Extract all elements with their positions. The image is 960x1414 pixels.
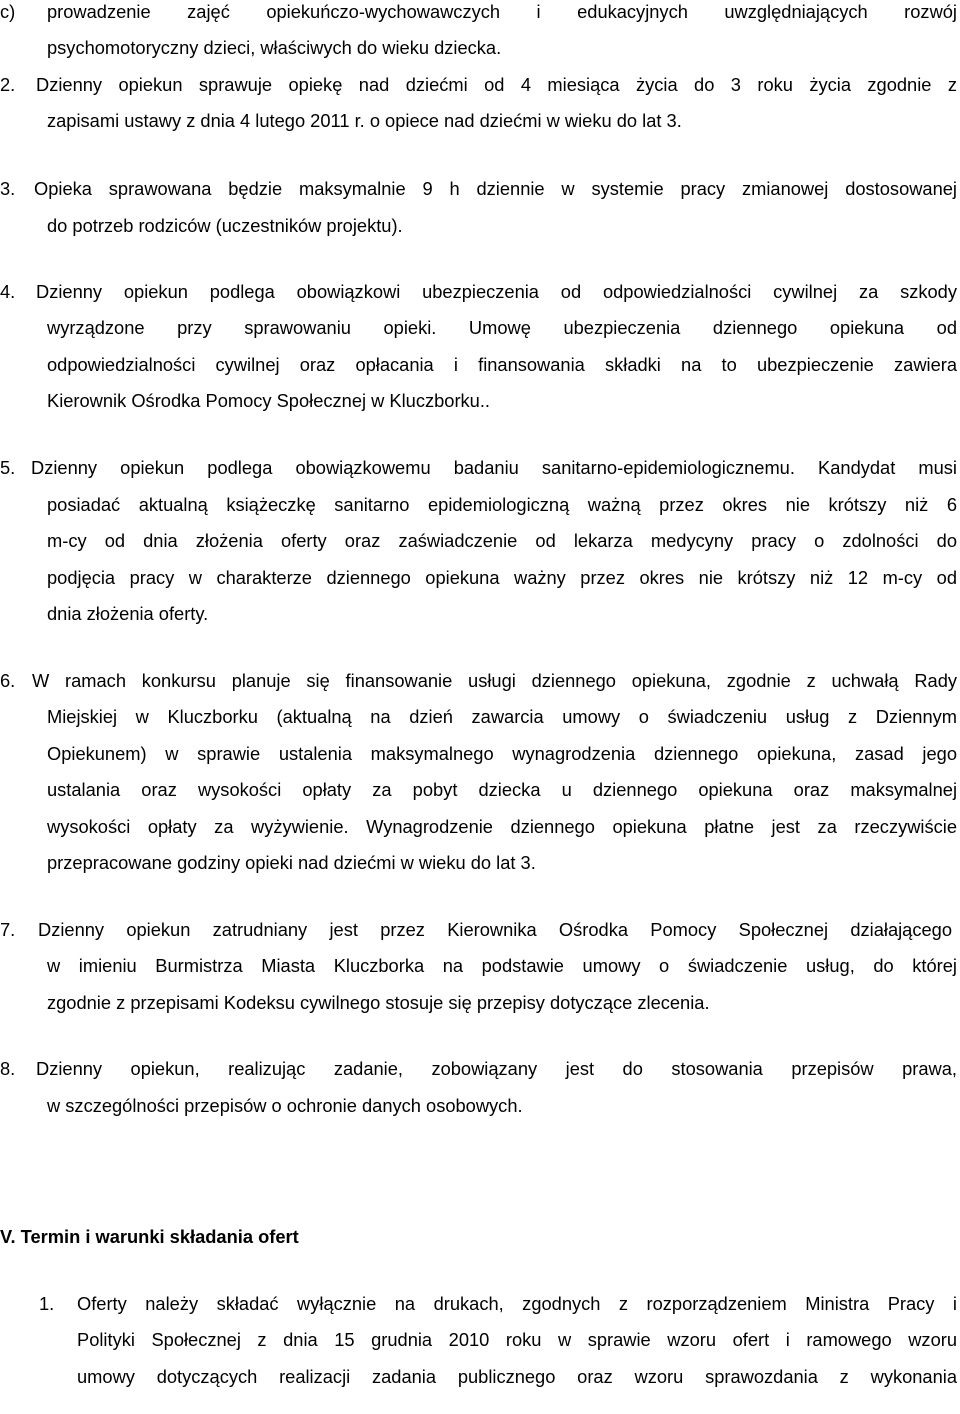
item-number: 1. — [39, 1293, 55, 1314]
paragraph-line: Miejskiej w Kluczborku (aktualną na dzień zawarcia umowy o świadczeniu usług z Dziennym — [47, 706, 957, 727]
paragraph-line: Kierownik Ośrodka Pomocy Społecznej w Kluczborku.. — [47, 390, 490, 411]
item-number: 4. — [0, 281, 16, 302]
paragraph-line: odpowiedzialności cywilnej oraz opłacania i finansowania składki na to ubezpieczenie zawiera — [47, 354, 957, 375]
paragraph-line: Opieka sprawowana będzie maksymalnie 9 h dziennie w systemie pracy zmianowej dostosowanej — [34, 178, 957, 199]
paragraph-line: posiadać aktualną książeczkę sanitarno epidemiologiczną ważną przez okres nie krótszy niż 6 — [47, 494, 957, 515]
item-marker: c) — [0, 1, 16, 22]
paragraph-line: dnia złożenia oferty. — [47, 603, 209, 624]
paragraph-line: wysokości opłaty za wyżywienie. Wynagrodzenie dziennego opiekuna płatne jest za rzeczywiście — [47, 816, 957, 837]
item-number: 2. — [0, 74, 16, 95]
item-number: 7. — [0, 919, 16, 940]
paragraph-line: Dzienny opiekun zatrudniany jest przez Kierownika Ośrodka Pomocy Społecznej działającego — [38, 919, 952, 940]
paragraph-line: wyrządzone przy sprawowaniu opieki. Umowę ubezpieczenia dziennego opiekuna od — [47, 317, 957, 338]
paragraph-line: w szczególności przepisów o ochronie danych osobowych. — [47, 1095, 523, 1116]
item-number: 5. — [0, 457, 16, 478]
paragraph-line: prowadzenie zajęć opiekuńczo-wychowawczych i edukacyjnych uwzględniających rozwój — [47, 1, 957, 22]
item-number: 3. — [0, 178, 16, 199]
paragraph-line: Dzienny opiekun, realizując zadanie, zobowiązany jest do stosowania przepisów prawa, — [36, 1058, 957, 1079]
paragraph-line: umowy dotyczących realizacji zadania publicznego oraz wzoru sprawozdania z wykonania — [77, 1366, 957, 1387]
item-number: 8. — [0, 1058, 16, 1079]
section-heading: V. Termin i warunki składania ofert — [0, 1226, 299, 1247]
paragraph-line: przepracowane godziny opieki nad dziećmi w wieku do lat 3. — [47, 852, 536, 873]
paragraph-line: ustalania oraz wysokości opłaty za pobyt dziecka u dziennego opiekuna oraz maksymalnej — [47, 779, 957, 800]
paragraph-line: do potrzeb rodziców (uczestników projektu). — [47, 215, 403, 236]
paragraph-line: zapisami ustawy z dnia 4 lutego 2011 r. o opiece nad dziećmi w wieku do lat 3. — [47, 110, 682, 131]
paragraph-line: Dzienny opiekun podlega obowiązkowi ubezpieczenia od odpowiedzialności cywilnej za szkody — [36, 281, 957, 302]
paragraph-line: Dzienny opiekun sprawuje opiekę nad dziećmi od 4 miesiąca życia do 3 roku życia zgodnie z — [36, 74, 957, 95]
paragraph-line: w imieniu Burmistrza Miasta Kluczborka na podstawie umowy o świadczenie usług, do której — [47, 955, 957, 976]
paragraph-line: m-cy od dnia złożenia oferty oraz zaświadczenie od lekarza medycyny pracy o zdolności do — [47, 530, 957, 551]
paragraph-line: zgodnie z przepisami Kodeksu cywilnego stosuje się przepisy dotyczące zlecenia. — [47, 992, 710, 1013]
item-number: 6. — [0, 670, 16, 691]
paragraph-line: psychomotoryczny dzieci, właściwych do wieku dziecka. — [47, 37, 502, 58]
paragraph-line: Oferty należy składać wyłącznie na drukach, zgodnych z rozporządzeniem Ministra Pracy i — [77, 1293, 957, 1314]
paragraph-line: Dzienny opiekun podlega obowiązkowemu badaniu sanitarno-epidemiologicznemu. Kandydat musi — [31, 457, 957, 478]
paragraph-line: Polityki Społecznej z dnia 15 grudnia 2010 roku w sprawie wzoru ofert i ramowego wzoru — [77, 1329, 957, 1350]
paragraph-line: Opiekunem) w sprawie ustalenia maksymalnego wynagrodzenia dziennego opiekuna, zasad jego — [47, 743, 957, 764]
paragraph-line: podjęcia pracy w charakterze dziennego opiekuna ważny przez okres nie krótszy niż 12 m-cy od — [47, 567, 957, 588]
paragraph-line: W ramach konkursu planuje się finansowanie usługi dziennego opiekuna, zgodnie z uchwałą Rady — [32, 670, 957, 691]
